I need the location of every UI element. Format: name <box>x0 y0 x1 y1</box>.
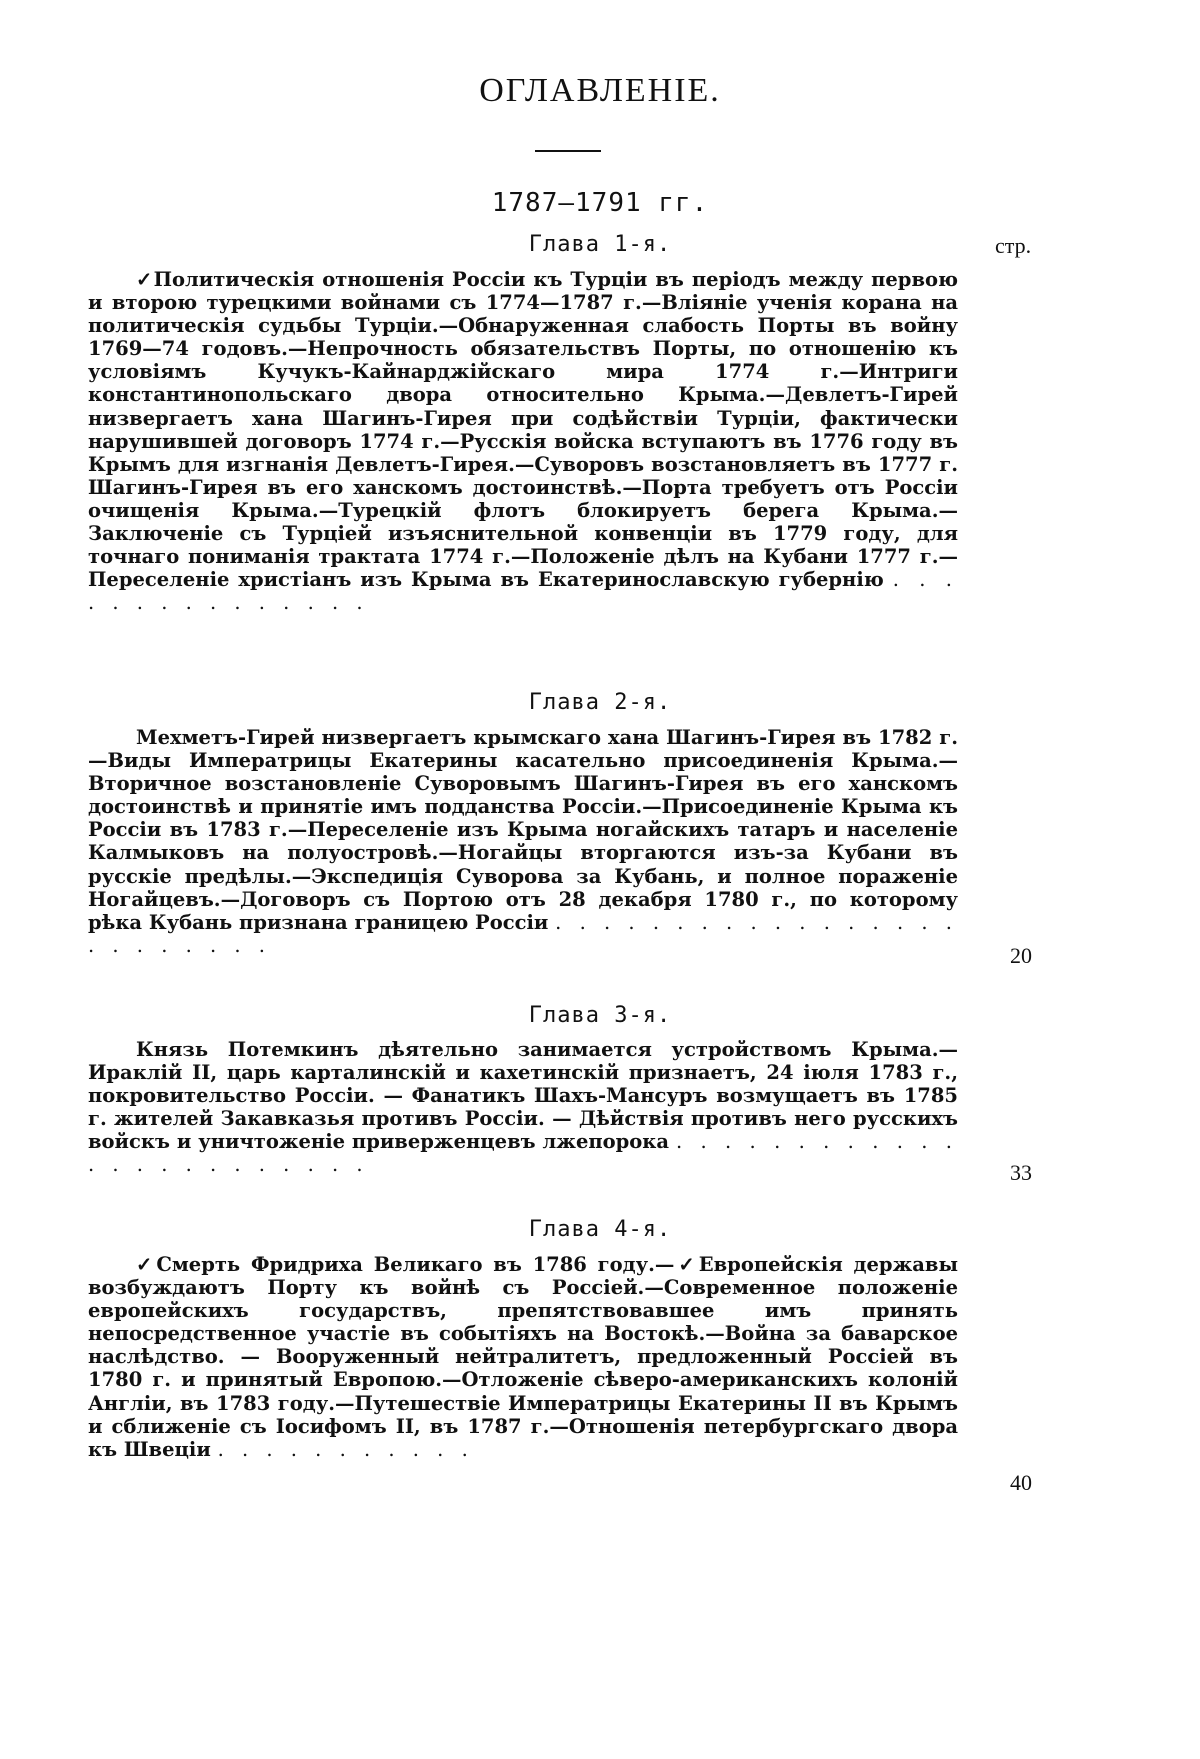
title-divider <box>535 150 601 152</box>
chapter-heading-3: Глава 3-я. <box>528 1003 672 1028</box>
chapter-heading-2: Глава 2-я. <box>528 690 672 715</box>
chapter-summary-3 <box>88 1038 958 1177</box>
chapter-heading-1: Глава 1-я. <box>528 232 672 257</box>
page-number-2: 20 <box>1010 943 1032 968</box>
chapter-summary-1 <box>88 268 958 614</box>
years-heading: 1787—1791 гг. <box>491 188 709 218</box>
chapter-summary-text: Мехметъ-Гирей низвергаетъ крымскаго хана Шагинъ-Гирея въ 1782 г.—Виды Императрицы Екатерины касательно присоединенiя Крыма.—Вторичное возстановленiе Суворовымъ Шагинъ-Гирея въ его ханскомъ достоинствѣ и принятiе имъ подданства Россiи.—Присоединенiе Крыма къ Россiи въ 1783 г.—Переселенiе изъ Крыма ногайскихъ татаръ и населенiе Калмыковъ на полуостровѣ.—Ногайцы вторгаются изъ-за Кубани въ русскiе предѣлы.—Экспедицiя Суворова за Кубань, и полное пораженiе Ногайцевъ.—Договоръ съ Портою отъ 28 декабря 1780 г., по которому рѣка Кубань признана границею Россiи <box>88 726 958 934</box>
page-column-label: стр. <box>995 233 1032 258</box>
chapter-summary-2 <box>88 726 958 957</box>
dot-leader: . . . . . . . . . . . . . . . . . . . . . . . . . <box>88 910 958 957</box>
chapter-heading-4: Глава 4-я. <box>528 1217 672 1242</box>
page-number-3: 33 <box>1010 1160 1032 1185</box>
chapter-summary-text: ✓Смерть Фридриха Великаго въ 1786 году.—✓Европейскiя державы возбуждаютъ Порту къ войнѣ съ Россiей.—Современное положенiе европейскихъ государствъ, препятствовавшее имъ принять непосредственное участiе въ событiяхъ на Востокѣ.—Война за баварское наслѣдство. — Вооруженный нейтралитетъ, предложенный Россiей въ 1780 г. и принятый Европою.—Отложенiе сѣверо-американскихъ колонiй Англiи, въ 1783 году.—Путешествiе Императрицы Екатерины II въ Крымъ и сближенiе съ Iосифомъ II, въ 1787 г.—Отношенiя петербургскаго двора къ Швецiи <box>88 1253 958 1461</box>
dot-leader: . . . . . . . . . . . . . . . <box>88 568 958 615</box>
page-number-4: 40 <box>1010 1470 1032 1495</box>
chapter-summary-4 <box>88 1253 958 1461</box>
dot-leader: . . . . . . . . . . . <box>217 1437 474 1461</box>
chapter-summary-text: ✓Политическiя отношенiя Россiи къ Турцiи въ перiодъ между первою и второю турецкими войнами съ 1774—1787 г.—Влiянiе ученiя корана на политическiя судьбы Турцiи.—Обнаруженная слабость Порты въ войну 1769—74 годовъ.—Непрочность обязательствъ Порты, по отношенiю къ условiямъ Кучукъ-Кайнарджiйскаго мира 1774 г.—Интриги константинопольскаго двора относительно Крыма.—Девлетъ-Гирей низвергаетъ хана Шагинъ-Гирея при содѣйствiи Турцiи, фактически нарушившей договоръ 1774 г.—Русскiя войска вступаютъ въ 1776 году въ Крымъ для изгнанiя Девлетъ-Гирея.—Суворовъ возстановляетъ въ 1777 г. Шагинъ-Гирея въ его ханскомъ достоинствѣ.—Порта требуетъ отъ Россiи очищенiя Крыма.—Турецкiй флотъ блокируетъ берега Крыма.—Заключенiе съ Турцiей изъяснительной конвенцiи въ 1779 году, для точнаго пониманiя трактата 1774 г.—Положенiе дѣлъ на Кубани 1777 г.—Переселенiе христiанъ изъ Крыма въ Екатеринославскую губернiю <box>88 268 958 592</box>
page-title: ОГЛАВЛЕНIЕ. <box>479 72 721 109</box>
chapter-summary-text: Князь Потемкинъ дѣятельно занимается устройствомъ Крыма.—Ираклiй II, царь карталинскiй и кахетинскiй признаетъ, 24 iюля 1783 г., покровительство Россiи. — Фанатикъ Шахъ-Мансуръ возмущаетъ въ 1785 г. жителей Закавказья противъ Россiи. — Дѣйствiя противъ него русскихъ войскъ и уничтоженiе приверженцевъ лжепорока <box>88 1038 958 1154</box>
dot-leader: . . . . . . . . . . . . . . . . . . . . . . . . <box>88 1130 958 1177</box>
